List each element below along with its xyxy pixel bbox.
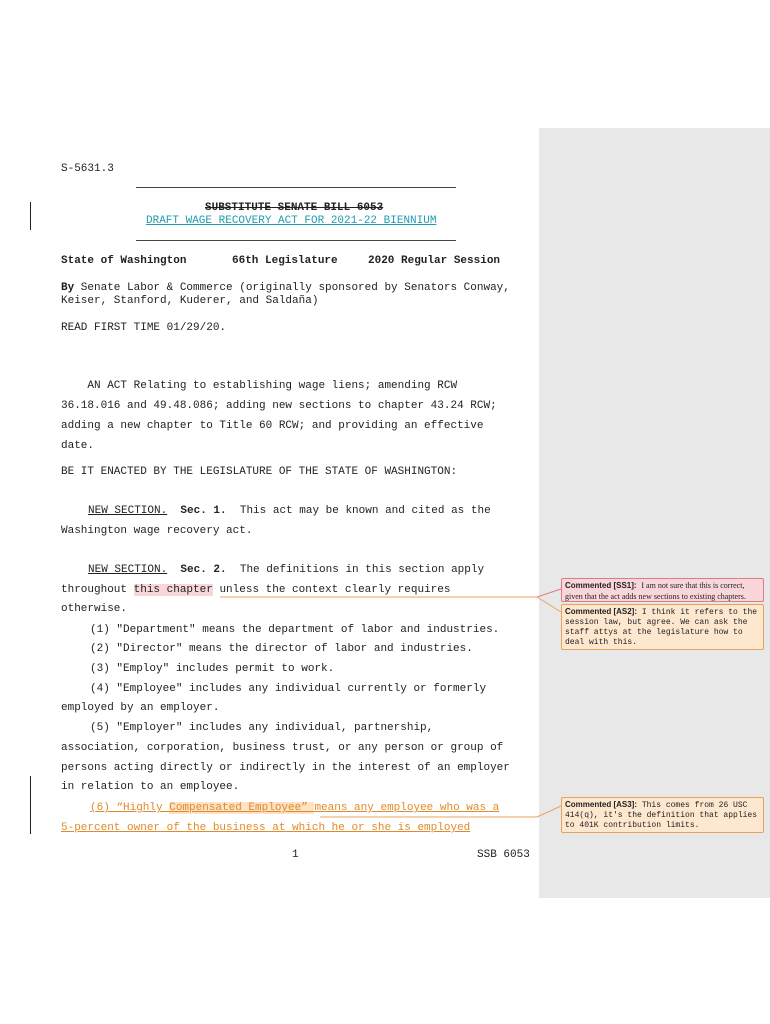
definition-5-cont-2: persons acting directly or indirectly in the interest of an employer <box>61 762 510 774</box>
comment-as2[interactable] <box>561 604 764 650</box>
definition-1: (1) "Department" means the department of labor and industries. <box>90 624 500 636</box>
page-number: 1 <box>292 849 299 861</box>
sec1-text: This act may be known and cited as the <box>226 505 491 517</box>
sec2-label: Sec. 2. <box>180 564 227 576</box>
definition-5: (5) "Employer" includes any individual, partnership, <box>90 722 434 734</box>
def6-post: means any employee who was a <box>314 802 500 814</box>
document-code: S-5631.3 <box>61 163 114 175</box>
sec1-line-2: Washington wage recovery act. <box>61 525 253 537</box>
act-line-1: AN ACT Relating to establishing wage liens; amending RCW <box>61 380 458 392</box>
act-line-4: date. <box>61 440 95 452</box>
comment-author: Commented [SS1]: <box>565 581 637 590</box>
sec1-label: Sec. 1. <box>180 505 227 517</box>
session-label: 2020 Regular Session <box>368 255 501 267</box>
definition-4-cont: employed by an employer. <box>61 702 220 714</box>
read-first-time: READ FIRST TIME 01/29/20. <box>61 322 227 334</box>
state-label: State of Washington <box>61 255 187 267</box>
comment-author: Commented [AS2]: <box>565 607 638 616</box>
comment-as3[interactable] <box>561 797 764 833</box>
sec2-line2-post: unless the context clearly requires <box>212 584 451 596</box>
new-section-label: NEW SECTION. <box>88 505 168 517</box>
definition-4: (4) "Employee" includes any individual currently or formerly <box>90 683 487 695</box>
comment-text: I am not sure that this is correct, given that the act adds new sections to existing chapters. <box>565 581 746 601</box>
definition-5-cont-1: association, corporation, business trust, or any person or group of <box>61 742 504 754</box>
highlighted-compensated-employee[interactable]: Compensated Employee” <box>169 802 315 814</box>
definition-2: (2) "Director" means the director of labor and industries. <box>90 643 473 655</box>
definition-6-cont: 5-percent owner of the business at which he or she is employed <box>61 822 471 834</box>
sponsor-line-2: Keiser, Stanford, Kuderer, and Saldaña) <box>61 295 319 307</box>
comment-text: I think it refers to the session law, but agree. We can ask the staff attys at the legislature how to deal with this. <box>565 608 758 647</box>
new-section-label: NEW SECTION. <box>88 564 168 576</box>
comment-text: This comes from 26 USC 414(q), it's the definition that applies to 401K contribution limits. <box>565 801 758 830</box>
highlighted-this-chapter[interactable]: this chapter <box>133 584 213 596</box>
def6-pre: (6) “Highly <box>90 802 170 814</box>
act-line-2: 36.18.016 and 49.48.086; adding new sections to chapter 43.24 RCW; <box>61 400 497 412</box>
sec2-line-3: otherwise. <box>61 603 128 615</box>
connector-as3 <box>320 806 561 817</box>
connector-ss1 <box>220 589 561 597</box>
sponsor-text: Senate Labor & Commerce (originally sponsored by Senators Conway, <box>74 282 510 294</box>
definition-5-cont-3: in relation to an employee. <box>61 781 240 793</box>
by-label: By <box>61 282 75 294</box>
enacting-clause: BE IT ENACTED BY THE LEGISLATURE OF THE STATE OF WASHINGTON: <box>61 466 458 478</box>
sec2-text: The definitions in this section apply <box>226 564 485 576</box>
comment-author: Commented [AS3]: <box>565 800 638 809</box>
connector-as2 <box>220 597 561 612</box>
comment-ss1[interactable] <box>561 578 764 602</box>
act-line-3: adding a new chapter to Title 60 RCW; and providing an effective <box>61 420 484 432</box>
draft-title: DRAFT WAGE RECOVERY ACT FOR 2021-22 BIENNIUM <box>146 215 437 227</box>
definition-3: (3) "Employ" includes permit to work. <box>90 663 335 675</box>
footer-code: SSB 6053 <box>477 849 530 861</box>
bill-title: SUBSTITUTE SENATE BILL 6053 <box>205 202 384 214</box>
sec2-line2-pre: throughout <box>61 584 134 596</box>
legislature-label: 66th Legislature <box>232 255 338 267</box>
